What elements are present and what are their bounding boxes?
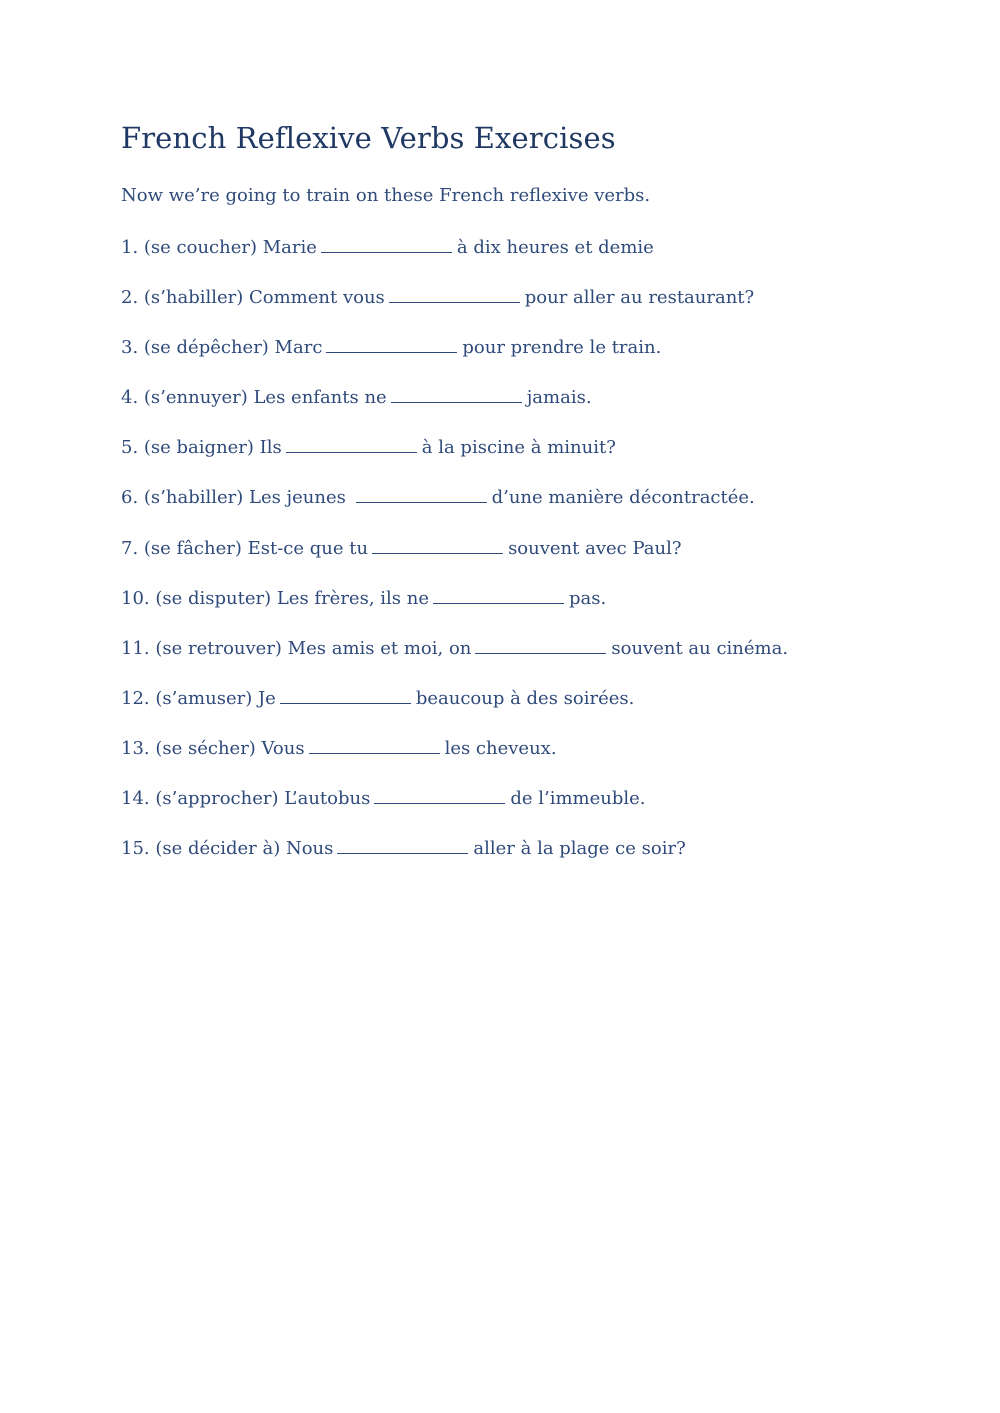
exercise-item bbox=[121, 836, 788, 886]
answer-blank[interactable] bbox=[326, 335, 457, 353]
exercise-item bbox=[121, 686, 788, 736]
exercise-continuation: les cheveux. bbox=[444, 737, 557, 759]
exercise-continuation: jamais. bbox=[526, 387, 592, 409]
exercise-item bbox=[121, 736, 788, 786]
answer-blank[interactable] bbox=[374, 786, 505, 804]
exercise-prompt: 14. (s’approcher) L’autobus bbox=[121, 788, 371, 810]
exercise-prompt: 6. (s’habiller) Les jeunes bbox=[121, 487, 352, 509]
answer-blank[interactable] bbox=[391, 385, 522, 403]
answer-blank[interactable] bbox=[372, 536, 503, 554]
exercise-item bbox=[121, 335, 788, 385]
exercise-prompt: 5. (se baigner) Ils bbox=[121, 437, 282, 459]
exercise-prompt: 2. (s’habiller) Comment vous bbox=[121, 287, 385, 309]
exercise-prompt: 11. (se retrouver) Mes amis et moi, on bbox=[121, 637, 472, 659]
intro-text: Now we’re going to train on these French reflexive verbs. bbox=[121, 185, 651, 206]
exercise-continuation: à la piscine à minuit? bbox=[421, 437, 616, 459]
exercise-continuation: d’une manière décontractée. bbox=[491, 487, 755, 509]
answer-blank[interactable] bbox=[433, 586, 564, 604]
exercise-prompt: 13. (se sécher) Vous bbox=[121, 737, 305, 759]
exercise-list bbox=[121, 235, 788, 886]
exercise-continuation: à dix heures et demie bbox=[456, 237, 654, 258]
exercise-continuation: de l’immeuble. bbox=[510, 788, 646, 810]
exercise-continuation: pour prendre le train. bbox=[462, 337, 662, 359]
exercise-continuation: pour aller au restaurant? bbox=[524, 287, 755, 309]
exercise-item bbox=[121, 636, 788, 686]
exercise-item bbox=[121, 235, 788, 285]
exercise-prompt: 7. (se fâcher) Est-ce que tu bbox=[121, 537, 369, 559]
exercise-item bbox=[121, 385, 788, 435]
answer-blank[interactable] bbox=[475, 636, 606, 654]
exercise-continuation: aller à la plage ce soir? bbox=[473, 838, 686, 860]
exercise-prompt: 1. (se coucher) Marie bbox=[121, 237, 317, 258]
exercise-item bbox=[121, 485, 788, 535]
exercise-item bbox=[121, 586, 788, 636]
exercise-continuation: pas. bbox=[569, 587, 607, 609]
exercise-item bbox=[121, 285, 788, 335]
exercise-item bbox=[121, 786, 788, 836]
answer-blank[interactable] bbox=[309, 736, 440, 754]
exercise-item bbox=[121, 435, 788, 485]
answer-blank[interactable] bbox=[286, 435, 417, 453]
answer-blank[interactable] bbox=[356, 485, 487, 503]
answer-blank[interactable] bbox=[321, 235, 452, 253]
exercise-prompt: 4. (s’ennuyer) Les enfants ne bbox=[121, 387, 387, 409]
exercise-continuation: souvent au cinéma. bbox=[611, 637, 789, 659]
answer-blank[interactable] bbox=[389, 285, 520, 303]
answer-blank[interactable] bbox=[280, 686, 411, 704]
exercise-continuation: souvent avec Paul? bbox=[508, 537, 682, 559]
exercise-prompt: 3. (se dépêcher) Marc bbox=[121, 337, 323, 359]
answer-blank[interactable] bbox=[337, 836, 468, 854]
exercise-item bbox=[121, 536, 788, 586]
exercise-prompt: 10. (se disputer) Les frères, ils ne bbox=[121, 587, 429, 609]
page-title: French Reflexive Verbs Exercises bbox=[121, 121, 616, 155]
exercise-continuation: beaucoup à des soirées. bbox=[415, 687, 635, 709]
exercise-prompt: 12. (s’amuser) Je bbox=[121, 687, 276, 709]
exercise-prompt: 15. (se décider à) Nous bbox=[121, 838, 334, 860]
